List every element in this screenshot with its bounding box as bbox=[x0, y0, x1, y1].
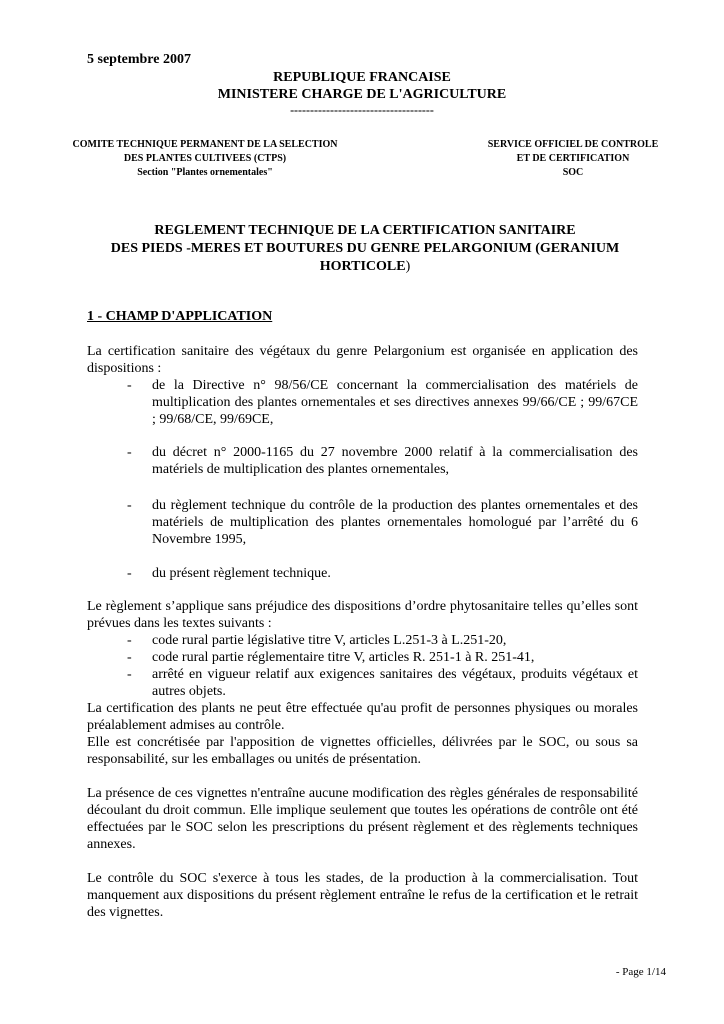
texts-intro-paragraph: Le règlement s’applique sans préjudice des dispositions d’ordre phytosanitaire telles qu’elles sont prévues dans les textes suivants : bbox=[87, 599, 638, 631]
ctps-committee-block bbox=[40, 138, 370, 180]
intro-paragraph: La certification sanitaire des végétaux du genre Pelargonium est organisée en application des dispositions : bbox=[87, 344, 638, 376]
presence-paragraph: La présence de ces vignettes n'entraîne aucune modification des règles générales de responsabilité découlant du droit commun. Elle implique seulement que toutes les opérations de contrôle ont été effectuées par le SOC selon les prescriptions du présent règlement et des règlements techniques annexes. bbox=[87, 786, 638, 852]
title-line-1: REGLEMENT TECHNIQUE DE LA CERTIFICATION SANITAIRE bbox=[154, 223, 576, 238]
document-date: 5 septembre 2007 bbox=[87, 52, 191, 67]
controle-paragraph: Le contrôle du SOC s'exerce à tous les stades, de la production à la commercialisation. Tout manquement aux dispositions du présent règlement entraîne le refus de la certification et le retrait des vignettes. bbox=[87, 871, 638, 920]
republic-heading: REPUBLIQUE FRANCAISE bbox=[273, 70, 451, 85]
dispositions-list: - de la Directive n° 98/56/CE concernant la commercialisation des matériels de multiplication des plantes ornementales et ses directives annexes 99/66/CE ; 99/67CE ; 99/68/CE, 99/69CE, - du décret n° 2000-1165 du 27 novembre 2000 relatif à la commercialisation des matériels de multiplication des plantes ornementales, - du règlement technique du contrôle de la production des plantes ornementales et des matériels de multiplication des plantes ornementales homologué par l’arrêté du 6 Novembre 1995, - du présent règlement technique. bbox=[127, 378, 638, 581]
ministry-heading: MINISTERE CHARGE DE L'AGRICULTURE bbox=[217, 87, 507, 102]
ctps-line-3: Section "Plantes ornementales" bbox=[137, 167, 273, 178]
list-item-text: arrêté en vigueur relatif aux exigences sanitaires des végétaux, produits végétaux et autres objets. bbox=[152, 667, 638, 699]
list-item-text: du règlement technique du contrôle de la production des plantes ornementales et des matériels de multiplication des plantes ornementales homologué par l’arrêté du 6 Novembre 1995, bbox=[152, 498, 638, 547]
ctps-line-1: COMITE TECHNIQUE PERMANENT DE LA SELECTION bbox=[72, 139, 338, 150]
list-item-text: code rural partie législative titre V, articles L.251-3 à L.251-20, bbox=[152, 633, 507, 648]
header-separator: ------------------------------------ bbox=[290, 103, 434, 117]
list-item-text: code rural partie réglementaire titre V, articles R. 251-1 à R. 251-41, bbox=[152, 650, 535, 665]
soc-line-2: ET DE CERTIFICATION bbox=[516, 153, 630, 164]
list-item-text: de la Directive n° 98/56/CE concernant la commercialisation des matériels de multiplication des plantes ornementales et ses directives annexes 99/66/CE ; 99/67CE ; 99/68/CE, 99/69CE, bbox=[152, 378, 638, 427]
title-line-3: HORTICOLE) bbox=[319, 259, 411, 274]
list-item-text: du présent règlement technique. bbox=[152, 566, 331, 581]
texts-list: - code rural partie législative titre V, articles L.251-3 à L.251-20, - code rural partie réglementaire titre V, articles R. 251-1 à R. 251-41, - arrêté en vigueur relatif aux exigences sanitaires des végétaux, produits végétaux et autres objets. bbox=[127, 633, 638, 699]
soc-line-1: SERVICE OFFICIEL DE CONTROLE bbox=[487, 139, 659, 150]
list-item-text: du décret n° 2000-1165 du 27 novembre 2000 relatif à la commercialisation des matériels de multiplication des plantes ornementales, bbox=[152, 445, 638, 477]
certification-paragraph: La certification des plants ne peut être effectuée qu'au profit de personnes physiques ou morales préalablement admises au contrôle. bbox=[87, 701, 638, 733]
title-line-2: DES PIEDS -MERES ET BOUTURES DU GENRE PELARGONIUM (GERANIUM bbox=[110, 241, 620, 256]
vignettes-paragraph: Elle est concrétisée par l'apposition de vignettes officielles, délivrées par le SOC, ou sous sa responsabilité, sur les emballages ou unités de présentation. bbox=[87, 735, 638, 767]
section-heading: 1 - CHAMP D'APPLICATION bbox=[87, 309, 273, 324]
page-number: - Page 1/14 bbox=[615, 966, 666, 978]
document-title bbox=[80, 222, 650, 276]
soc-service-block bbox=[455, 138, 691, 180]
ctps-line-2: DES PLANTES CULTIVEES (CTPS) bbox=[123, 153, 287, 164]
soc-line-3: SOC bbox=[562, 167, 584, 178]
